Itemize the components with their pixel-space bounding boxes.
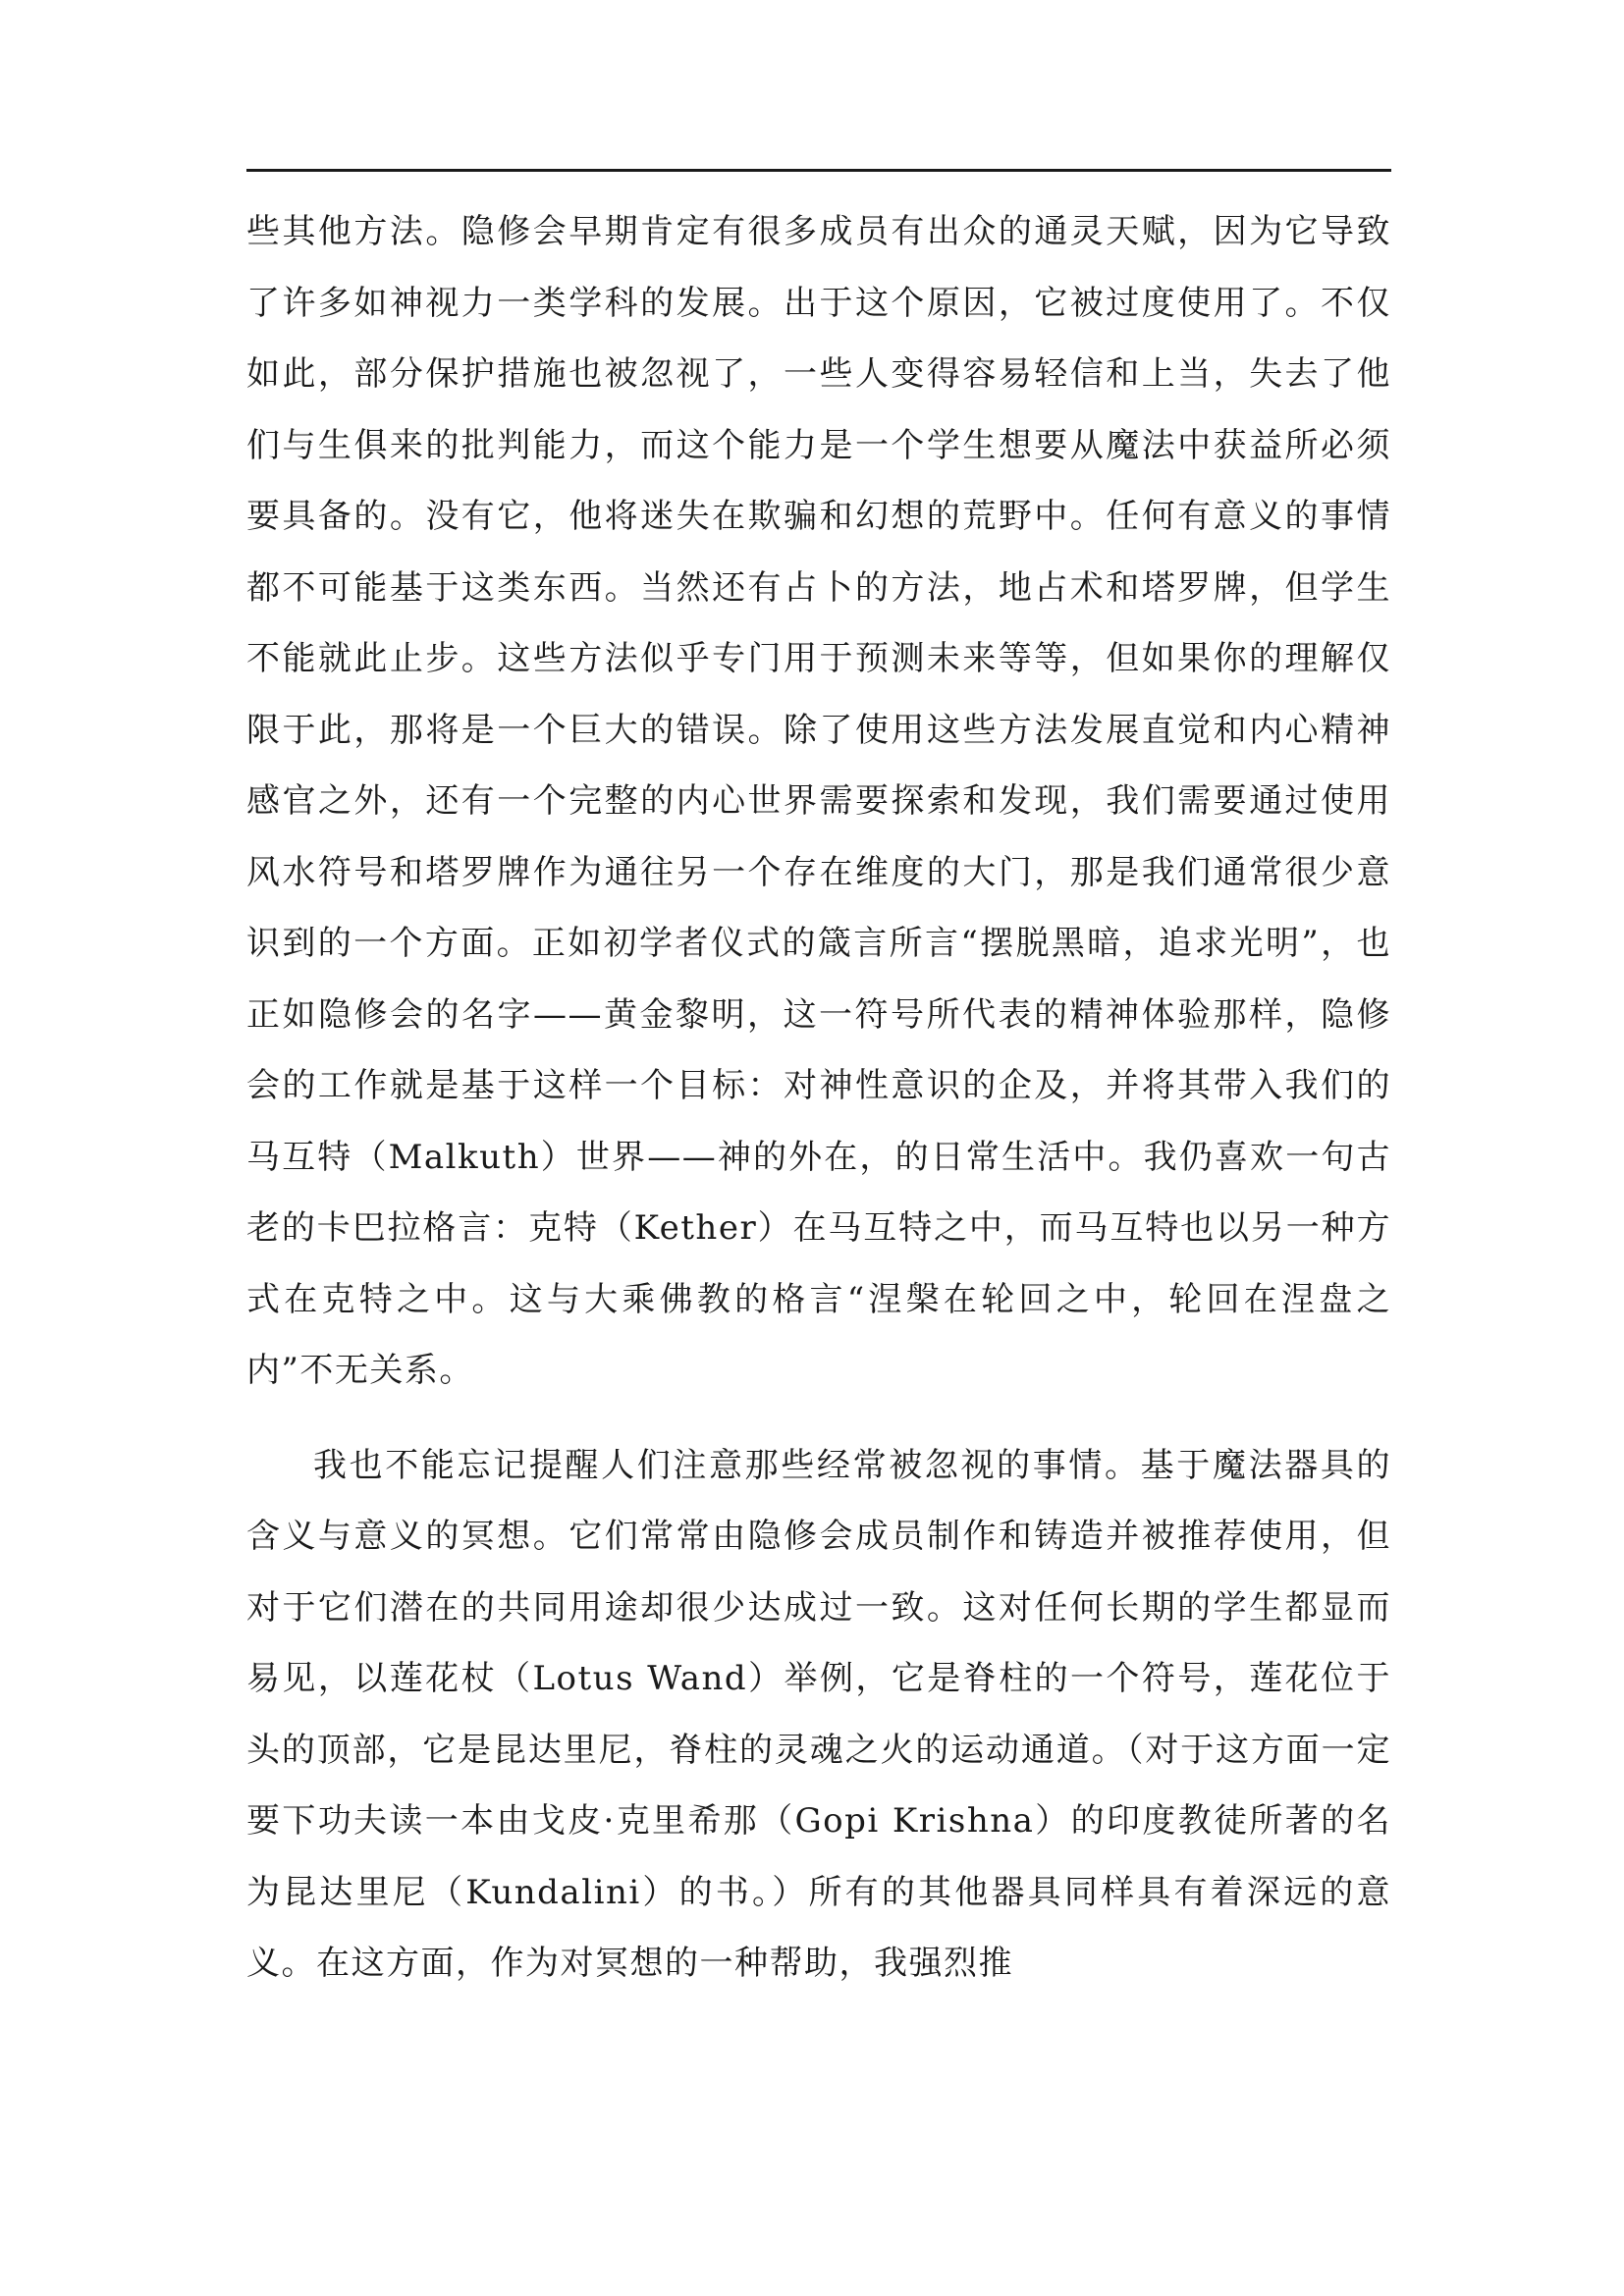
header-rule bbox=[246, 169, 1391, 172]
body-paragraph: 些其他方法。隐修会早期肯定有很多成员有出众的通灵天赋，因为它导致了许多如神视力一类学科的发展。出于这个原因，它被过度使用了。不仅如此，部分保护措施也被忽视了，一些人变得容易轻信和上当，失去了他们与生俱来的批判能力，而这个能力是一个学生想要从魔法中获益所必须要具备的。没有它，他将迷失在欺骗和幻想的荒野中。任何有意义的事情都不可能基于这类东西。当然还有占卜的方法，地占术和塔罗牌，但学生不能就此止步。这些方法似乎专门用于预测未来等等，但如果你的理解仅限于此，那将是一个巨大的错误。除了使用这些方法发展直觉和内心精神感官之外，还有一个完整的内心世界需要探索和发现，我们需要通过使用风水符号和塔罗牌作为通往另一个存在维度的大门，那是我们通常很少意识到的一个方面。正如初学者仪式的箴言所言“摆脱黑暗，追求光明”，也正如隐修会的名字——黄金黎明，这一符号所代表的精神体验那样，隐修会的工作就是基于这样一个目标：对神性意识的企及，并将其带入我们的马互特（Malkuth）世界——神的外在，的日常生活中。我仍喜欢一句古老的卡巴拉格言：克特（Kether）在马互特之中，而马互特也以另一种方式在克特之中。这与大乘佛教的格言“涅槃在轮回之中，轮回在涅盘之内”不无关系。 bbox=[246, 212, 1391, 1390]
page-body bbox=[246, 196, 1391, 2000]
body-paragraph: 我也不能忘记提醒人们注意那些经常被忽视的事情。基于魔法器具的含义与意义的冥想。它们常常由隐修会成员制作和铸造并被推荐使用，但对于它们潜在的共同用途却很少达成过一致。这对任何长期的学生都显而易见，以莲花杖（Lotus Wand）举例，它是脊柱的一个符号，莲花位于头的顶部，它是昆达里尼，脊柱的灵魂之火的运动通道。（对于这方面一定要下功夫读一本由戈皮·克里希那（Gopi Krishna）的印度教徒所著的名为昆达里尼（Kundalini）的书。）所有的其他器具同样具有着深远的意义。在这方面，作为对冥想的一种帮助，我强烈推 bbox=[246, 1445, 1391, 1983]
